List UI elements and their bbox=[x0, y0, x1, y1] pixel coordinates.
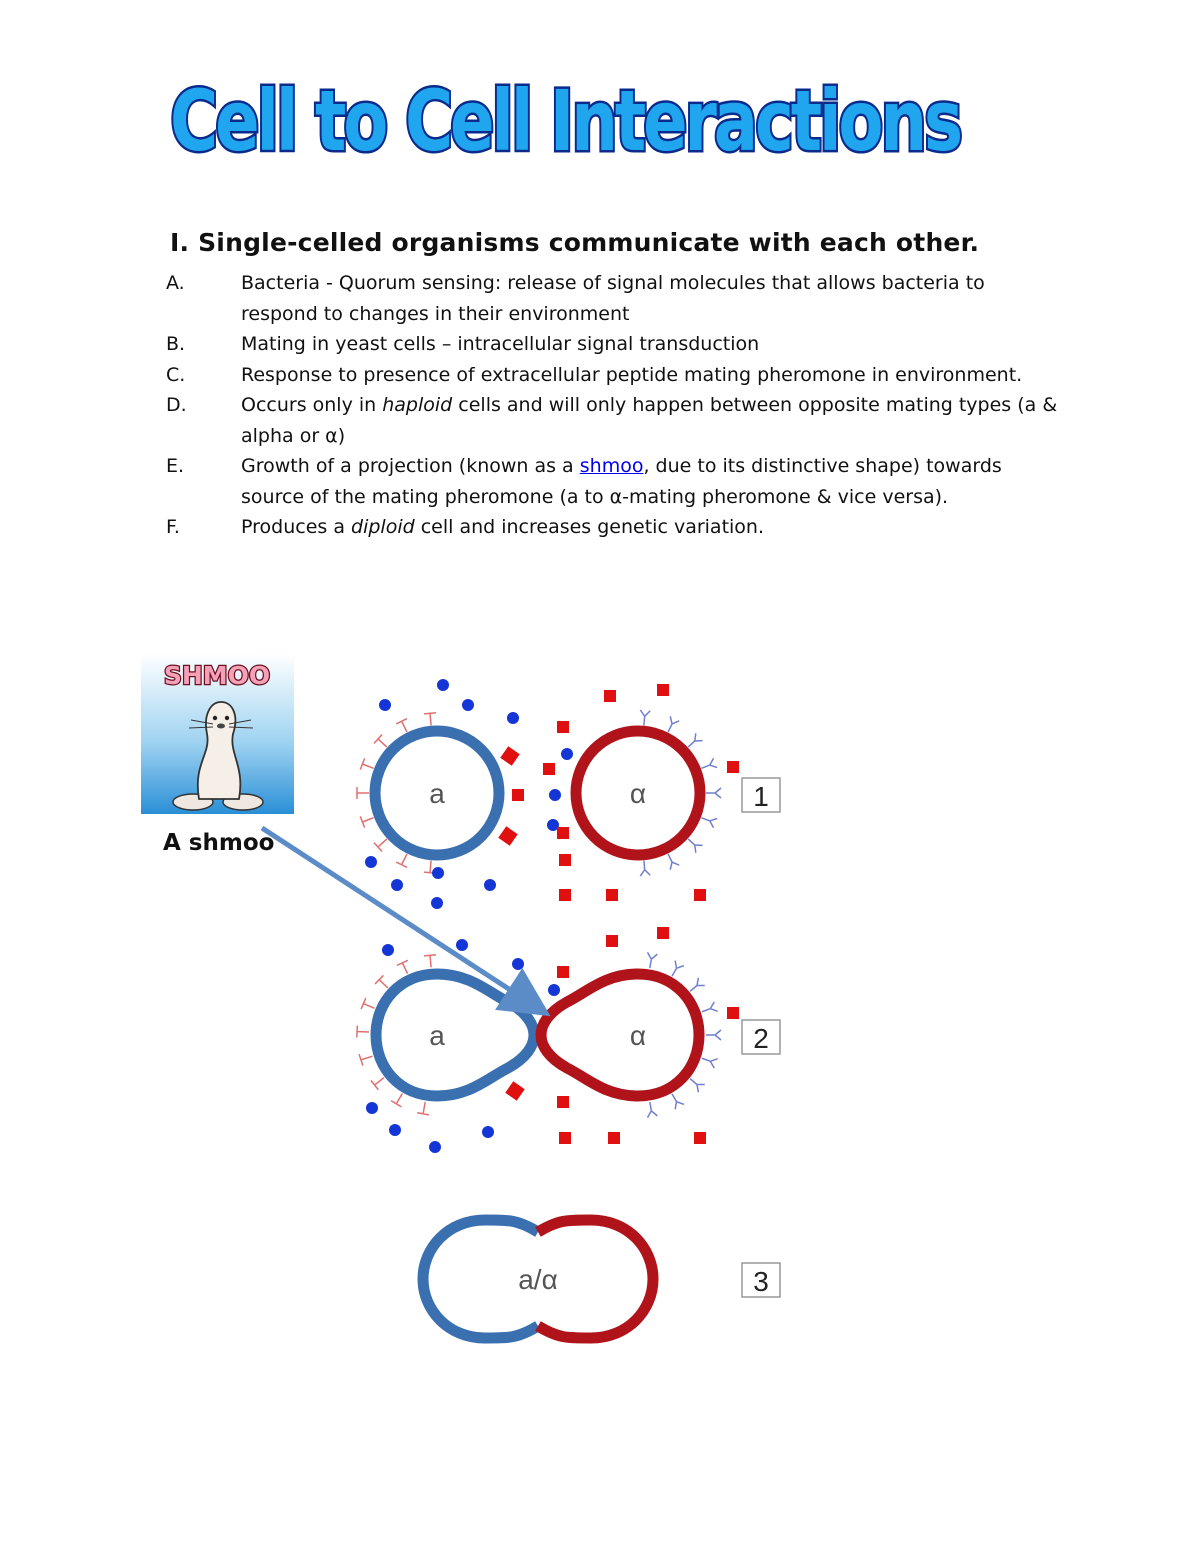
item-letter: F. bbox=[166, 516, 180, 538]
item-text-post: , due to its distinctive shape) towards source of the mating pheromone (a to α-mating pheromone & vice versa). bbox=[241, 455, 1002, 508]
fused-cell-label: a/α bbox=[518, 1264, 558, 1295]
cell-alpha-label: α bbox=[629, 778, 647, 809]
a-pheromone-dot bbox=[561, 748, 573, 760]
a-receptor-icon bbox=[357, 787, 369, 799]
a-pheromone-dot bbox=[548, 984, 560, 996]
alpha-receptor-icon bbox=[706, 1030, 721, 1040]
a-pheromone-dot bbox=[456, 939, 468, 951]
cell-a-label: a bbox=[429, 778, 445, 809]
alpha-receptor-icon bbox=[700, 813, 718, 828]
alpha-pheromone-square bbox=[727, 761, 739, 773]
alpha-pheromone-square bbox=[557, 966, 569, 978]
shmoo-link[interactable]: shmoo bbox=[579, 455, 644, 477]
a-pheromone-dot bbox=[482, 1126, 494, 1138]
shmoo-caption: A shmoo bbox=[163, 830, 275, 856]
a-pheromone-dot bbox=[366, 1102, 378, 1114]
alpha-receptor-icon bbox=[706, 788, 721, 798]
item-letter: D. bbox=[166, 394, 187, 416]
alpha-receptor-icon bbox=[700, 1002, 718, 1017]
item-text: Bacteria - Quorum sensing: release of signal molecules that allows bacteria to respond to changes in their environment bbox=[241, 272, 985, 325]
alpha-receptor-icon bbox=[639, 710, 650, 726]
item-text: Response to presence of extracellular peptide mating pheromone in environment. bbox=[241, 363, 1023, 386]
alpha-receptor-icon bbox=[700, 758, 718, 773]
alpha-pheromone-square bbox=[657, 684, 669, 696]
item-letter: C. bbox=[166, 363, 186, 386]
a-pheromone-dot bbox=[429, 1141, 441, 1153]
a-pheromone-dot bbox=[437, 679, 449, 691]
step-1-group bbox=[357, 710, 780, 876]
item-letter: B. bbox=[166, 333, 186, 355]
alpha-pheromone-square bbox=[559, 1132, 571, 1144]
item-text: Mating in yeast cells – intracellular signal transduction bbox=[241, 333, 760, 355]
item-text-pre: Occurs only in bbox=[241, 394, 383, 416]
a-receptor-icon bbox=[424, 955, 437, 968]
alpha-receptor-icon bbox=[668, 1091, 684, 1109]
alpha-pheromone-square bbox=[512, 789, 524, 801]
alpha-receptor-icon bbox=[668, 961, 684, 979]
alpha-pheromone-square bbox=[559, 854, 571, 866]
item-text-pre: Growth of a projection (known as a bbox=[241, 455, 580, 477]
a-pheromone-dot bbox=[365, 856, 377, 868]
alpha-pheromone-square bbox=[500, 746, 519, 765]
a-pheromone-dot bbox=[389, 1124, 401, 1136]
alpha-pheromone-square bbox=[498, 826, 517, 845]
alpha-receptor-icon bbox=[645, 952, 657, 969]
alpha-receptor-icon bbox=[639, 860, 650, 876]
step-1-label: 1 bbox=[753, 781, 769, 812]
alpha-pheromone-square bbox=[557, 1096, 569, 1108]
a-pheromone-dot bbox=[391, 879, 403, 891]
alpha-pheromone-square bbox=[505, 1081, 524, 1100]
alpha-pheromone-square bbox=[604, 690, 616, 702]
a-receptor-icon bbox=[417, 1101, 431, 1115]
alpha-pheromone-square bbox=[543, 763, 555, 775]
alpha-receptor-icon bbox=[700, 1054, 718, 1069]
a-receptor-icon bbox=[424, 713, 437, 726]
item-letter: A. bbox=[166, 272, 185, 294]
alpha-pheromone-square bbox=[559, 889, 571, 901]
a-pheromone-dot bbox=[379, 699, 391, 711]
alpha-receptor-icon bbox=[645, 1101, 657, 1118]
alpha-pheromone-square bbox=[694, 889, 706, 901]
alpha-pheromone-square bbox=[657, 927, 669, 939]
step-3-group bbox=[423, 1220, 780, 1338]
alpha-pheromone-square bbox=[606, 935, 618, 947]
step-3-label: 3 bbox=[753, 1266, 769, 1297]
a-pheromone-dot bbox=[382, 944, 394, 956]
alpha-pheromone-square bbox=[606, 889, 618, 901]
alpha-pheromone-square bbox=[727, 1007, 739, 1019]
alpha-pheromone-square bbox=[557, 827, 569, 839]
a-pheromone-dot bbox=[512, 958, 524, 970]
a-pheromone-dot bbox=[462, 699, 474, 711]
item-letter: E. bbox=[166, 455, 185, 477]
alpha-pheromone-square bbox=[608, 1132, 620, 1144]
item-emphasis-diploid: diploid bbox=[351, 516, 415, 538]
page-title-text: Cell to Cell Interactions bbox=[170, 72, 961, 170]
a-pheromone-dot bbox=[431, 897, 443, 909]
a-receptor-icon bbox=[359, 1050, 374, 1065]
section-heading: I. Single-celled organisms communicate with each other. bbox=[170, 228, 980, 257]
a-pheromone-dot bbox=[507, 712, 519, 724]
item-emphasis-haploid: haploid bbox=[382, 394, 453, 416]
alpha-pheromone-square bbox=[694, 1132, 706, 1144]
alpha-receptor-icon bbox=[664, 716, 680, 734]
item-text-pre: Produces a bbox=[241, 516, 352, 538]
cell-alpha-shmoo-membrane bbox=[541, 974, 699, 1096]
a-pheromone-dot bbox=[484, 879, 496, 891]
cell-a-label: a bbox=[429, 1020, 445, 1051]
shmoo-logo-text: SHMOO bbox=[163, 661, 271, 690]
a-pheromone-dot bbox=[549, 789, 561, 801]
a-pheromone-dot bbox=[432, 867, 444, 879]
cell-alpha-label: α bbox=[629, 1020, 647, 1051]
a-receptor-icon bbox=[357, 1026, 370, 1039]
alpha-receptor-icon bbox=[664, 852, 680, 870]
alpha-pheromone-square bbox=[557, 721, 569, 733]
item-text-post: cell and increases genetic variation. bbox=[414, 516, 765, 538]
item-text-post: cells and will only happen between opposite mating types (a & alpha or α) bbox=[241, 394, 1058, 447]
step-2-label: 2 bbox=[753, 1023, 769, 1054]
